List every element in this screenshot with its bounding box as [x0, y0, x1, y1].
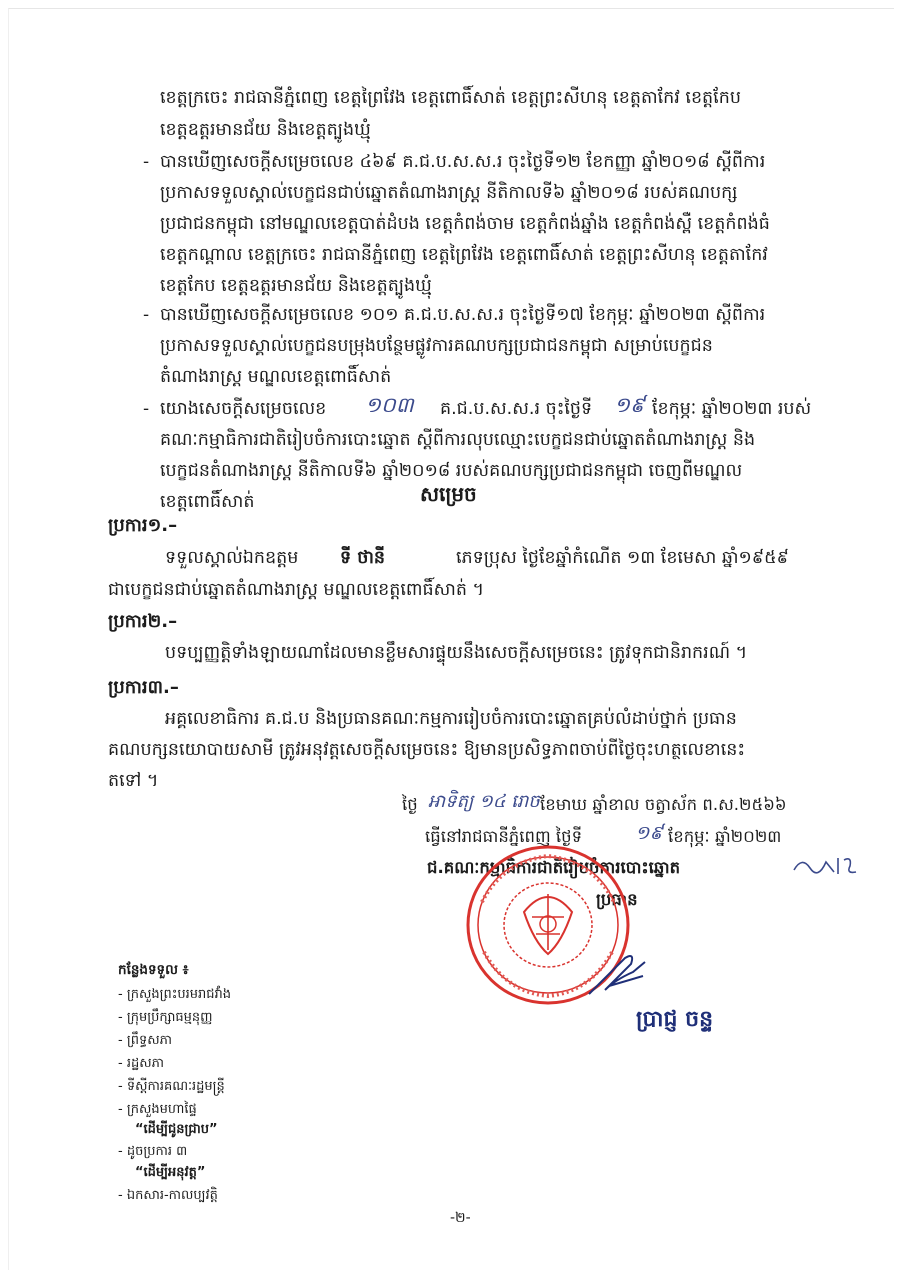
article-1-line: ភេទប្រុស ថ្ងៃខែឆ្នាំកំណើត ១៣ ខែមេសា ឆ្នាំ១៩៥៩	[456, 548, 789, 568]
lunar-date-handwritten: អាទិត្យ ១៤ រោច	[428, 791, 540, 812]
place-day-handwritten: ១៩	[635, 822, 663, 844]
article-3-label: ប្រការ៣.–	[108, 677, 179, 698]
preamble-line: ប្រកាសទទួលស្គាល់បេក្ខជនជាប់ឆ្នោតតំណាងរាស្ត្រ នីតិកាលទី៦ ឆ្នាំ២០១៨ របស់គណបក្ស	[160, 183, 738, 203]
cc-item: - រដ្ឋសភា	[118, 1056, 164, 1071]
article-3-line: តទៅ ។	[108, 771, 159, 791]
preamble-line: ប្រកាសទទួលស្គាល់បេក្ខជនបម្រុងបន្ថែមផ្លូវការគណបក្សប្រជាជនកម្ពុជា សម្រាប់បេក្ខជន	[160, 336, 713, 356]
place-date-suffix: ខែកុម្ភៈ ឆ្នាំ២០២៣	[668, 827, 782, 846]
cc-item: - ក្រសួងមហាផ្ទៃ	[118, 1102, 197, 1117]
signing-organization: ជ.គណៈកម្មាធិការជាតិរៀបចំការបោះឆ្នោត	[427, 858, 681, 877]
cc-item: - ដូចប្រការ ៣	[118, 1144, 188, 1159]
cc-title: កន្លែងទទួល ៖	[118, 962, 189, 978]
article-1-line: ទទួលស្គាល់ឯកឧត្ដម	[165, 548, 299, 568]
candidate-name: ទី ថានី	[340, 548, 385, 568]
signer-title: ប្រធាន	[596, 890, 638, 909]
preamble-line: ខេត្តកណ្ដាល ខេត្តក្រចេះ រាជធានីភ្នំពេញ ខេត្តព្រៃវែង ខេត្តពោធិ៍សាត់ ខេត្តព្រះសីហនុ ខេត្តតាកែវ	[160, 245, 768, 265]
preamble-line: តំណាងរាស្ត្រ មណ្ឌលខេត្តពោធិ៍សាត់	[160, 367, 392, 387]
cc-item: - ឯកសារ-កាលប្បវត្តិ	[118, 1188, 218, 1203]
article-1-line: ជាបេក្ខជនជាប់ឆ្នោតតំណាងរាស្ត្រ មណ្ឌលខេត្តពោធិ៍សាត់ ។	[108, 580, 485, 600]
cc-item: - ព្រឹទ្ធសភា	[118, 1033, 172, 1048]
bullet: -	[143, 399, 150, 419]
lunar-date-prefix: ថ្ងៃ	[402, 795, 418, 814]
page-number: -២-	[450, 1210, 471, 1226]
signer-name: ប្រាជ្ញ ចន្ទ	[636, 1007, 714, 1032]
cc-item: - ក្រុមប្រឹក្សាធម្មនុញ្ញ	[118, 1010, 213, 1025]
article-1-label: ប្រការ១.–	[108, 515, 178, 536]
signature-scribble	[585, 950, 655, 1000]
cc-item: - ក្រសួងព្រះបរមរាជវាំង	[118, 987, 232, 1002]
article-2-line: បទប្បញ្ញត្តិទាំងឡាយណាដែលមានខ្លឹមសារផ្ទុយនឹងសេចក្ដីសម្រេចនេះ ត្រូវទុកជានិរាករណ៍ ។	[165, 643, 748, 663]
cc-item: - ទីស្ដីការគណៈរដ្ឋមន្ត្រី	[118, 1079, 225, 1094]
article-3-line: អគ្គលេខាធិការ គ.ជ.ប និងប្រធានគណៈកម្មការរៀបចំការបោះឆ្នោតគ្រប់លំដាប់ថ្នាក់ ប្រធាន	[165, 709, 737, 729]
preamble-line: យោងសេចក្ដីសម្រេចលេខ	[160, 399, 327, 419]
bullet: -	[143, 305, 150, 325]
preamble-line: ខេត្តឧត្តរមានជ័យ និងខេត្តត្បូងឃ្មុំ	[160, 120, 371, 140]
preamble-line: បានឃើញសេចក្ដីសម្រេចលេខ ៤៦៩ គ.ជ.ប.ស.ស.រ ចុះថ្ងៃទី១២ ខែកញ្ញា ឆ្នាំ២០១៨ ស្ដីពីការ	[160, 152, 766, 172]
cc-note-for-implementation: “ដើម្បីអនុវត្ត”	[135, 1165, 206, 1180]
preamble-line: ខេត្តកែប ខេត្តឧត្តរមានជ័យ និងខេត្តត្បូងឃ្មុំ	[160, 276, 432, 296]
handwritten-day: ១៩	[614, 393, 645, 417]
preamble-line: គ.ជ.ប.ស.ស.រ ចុះថ្ងៃទី	[440, 399, 593, 419]
preamble-line: គណៈកម្មាធិការជាតិរៀបចំការបោះឆ្នោត ស្ដីពីការលុបឈ្មោះបេក្ខជនជាប់ឆ្នោតតំណាងរាស្ត្រ និង	[160, 430, 756, 450]
preamble-line: ប្រជាជនកម្ពុជា នៅមណ្ឌលខេត្តបាត់ដំបង ខេត្តកំពង់ចាម ខេត្តកំពង់ឆ្នាំង ខេត្តកំពង់ស្ពឺ ខេត្តកំពង់ធំ	[160, 214, 770, 234]
cc-note-for-info: “ដើម្បីជូនជ្រាប”	[135, 1122, 218, 1137]
handwritten-decision-number: ១០៣	[365, 393, 414, 417]
initials-mark	[790, 852, 860, 880]
preamble-line: ខេត្តពោធិ៍សាត់	[160, 492, 255, 512]
decision-heading: សម្រេច	[420, 482, 477, 506]
bullet: -	[143, 152, 150, 172]
preamble-line: បេក្ខជនតំណាងរាស្ត្រ នីតិកាលទី៦ ឆ្នាំ២០១៨ របស់គណបក្សប្រជាជនកម្ពុជា ចេញពីមណ្ឌល	[160, 461, 743, 481]
lunar-date-suffix: ខែមាឃ ឆ្នាំខាល ចត្វាស័ក ព.ស.២៥៦៦	[540, 795, 787, 814]
preamble-line: បានឃើញសេចក្ដីសម្រេចលេខ ១០១ គ.ជ.ប.ស.ស.រ ចុះថ្ងៃទី១៧ ខែកុម្ភៈ ឆ្នាំ២០២៣ ស្ដីពីការ	[160, 305, 766, 325]
article-2-label: ប្រការ២.–	[108, 611, 178, 632]
preamble-line: ខែកុម្ភៈ ឆ្នាំ២០២៣ របស់	[652, 399, 812, 419]
preamble-line: ខេត្តក្រចេះ រាជធានីភ្នំពេញ ខេត្តព្រៃវែង ខេត្តពោធិ៍សាត់ ខេត្តព្រះសីហនុ ខេត្តតាកែវ ខេត្តកែប	[160, 88, 741, 108]
place-date-prefix: ធ្វើនៅរាជធានីភ្នំពេញ ថ្ងៃទី	[425, 827, 583, 846]
article-3-line: គណបក្សនយោបាយសាមី ត្រូវអនុវត្តសេចក្ដីសម្រេចនេះ ឱ្យមានប្រសិទ្ធភាពចាប់ពីថ្ងៃចុះហត្ថលេខានេះ	[108, 740, 746, 760]
